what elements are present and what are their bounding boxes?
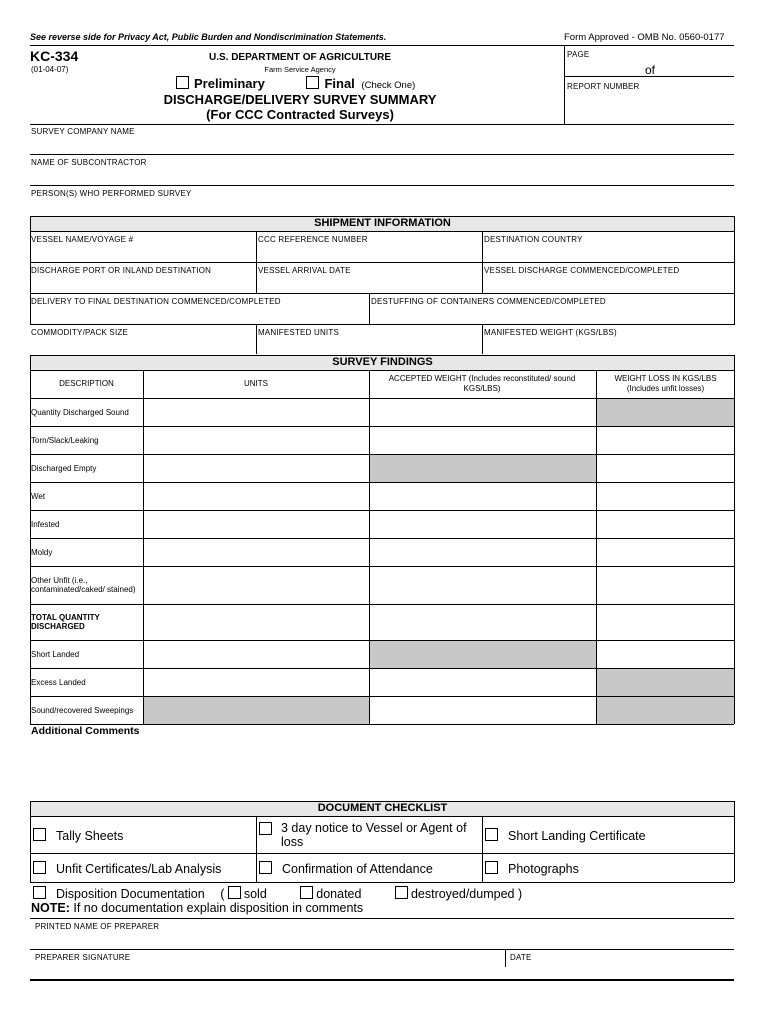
- findings-input-cell[interactable]: [370, 697, 595, 723]
- sold-label: sold: [243, 887, 267, 901]
- form-subtitle: (For CCC Contracted Surveys): [206, 107, 394, 122]
- findings-input-cell[interactable]: [370, 483, 595, 509]
- donated-label: donated: [316, 887, 362, 901]
- photographs-label: Photographs: [508, 862, 579, 876]
- disposition-paren: (: [220, 887, 225, 901]
- dest-country-label: DESTINATION COUNTRY: [484, 235, 583, 244]
- findings-input-cell[interactable]: [597, 669, 733, 695]
- subcontractor-label: NAME OF SUBCONTRACTOR: [31, 158, 147, 167]
- findings-row-label: Wet: [31, 491, 46, 501]
- findings-input-cell[interactable]: [144, 697, 368, 723]
- destuffing-label: DESTUFFING OF CONTAINERS COMMENCED/COMPLETED: [371, 297, 606, 306]
- disposition-checkbox[interactable]: [33, 886, 46, 899]
- findings-input-cell[interactable]: [597, 539, 733, 565]
- findings-row-label: Other Unfit (i.e., contaminated/caked/ stained): [31, 576, 136, 594]
- disposition-label: Disposition Documentation: [56, 887, 205, 901]
- report-number-label: REPORT NUMBER: [567, 82, 640, 91]
- persons-label: PERSON(S) WHO PERFORMED SURVEY: [31, 189, 192, 198]
- checklist-item-photographs: [485, 861, 579, 876]
- findings-row-label: Short Landed: [31, 649, 80, 659]
- findings-input-cell[interactable]: [370, 605, 595, 639]
- findings-input-cell[interactable]: [370, 539, 595, 565]
- checklist-item-tally: [33, 828, 123, 843]
- check-one-label: (Check One): [361, 80, 416, 91]
- checklist-item-short-landing: [485, 828, 646, 843]
- findings-row-label: Quantity Discharged Sound: [31, 407, 129, 417]
- findings-input-cell[interactable]: [370, 567, 595, 603]
- grid-col-line: [734, 370, 735, 724]
- signature-label: PREPARER SIGNATURE: [35, 953, 131, 962]
- findings-input-cell[interactable]: [144, 399, 368, 425]
- preliminary-checkbox[interactable]: [176, 76, 189, 89]
- delivery-final-label: DELIVERY TO FINAL DESTINATION COMMENCED/COMPLETED: [31, 297, 281, 306]
- findings-input-cell[interactable]: [144, 539, 368, 565]
- rule: [505, 949, 506, 967]
- findings-input-cell[interactable]: [144, 455, 368, 481]
- final-checkbox[interactable]: [306, 76, 319, 89]
- rule: [30, 816, 31, 882]
- additional-comments-label: Additional Comments: [31, 725, 140, 737]
- findings-input-cell[interactable]: [370, 511, 595, 537]
- rule: [30, 324, 734, 325]
- unfit-certs-label: Unfit Certificates/Lab Analysis: [56, 862, 222, 876]
- destroyed-label: destroyed/dumped ): [410, 887, 523, 901]
- note-text: If no documentation explain disposition in comments: [73, 901, 364, 915]
- short-landing-checkbox[interactable]: [485, 828, 498, 841]
- manifested-weight-label: MANIFESTED WEIGHT (KGS/LBS): [484, 328, 617, 337]
- shipment-title: SHIPMENT INFORMATION: [314, 217, 451, 229]
- rule: [482, 231, 483, 293]
- destroyed-checkbox[interactable]: [395, 886, 408, 899]
- form-date: (01-04-07): [31, 65, 69, 74]
- findings-row-label: TOTAL QUANTITY DISCHARGED: [31, 613, 100, 631]
- findings-row-label: Excess Landed: [31, 677, 86, 687]
- rule: [30, 293, 734, 294]
- checklist-item-3day: [259, 821, 479, 849]
- rule: [482, 816, 483, 882]
- rule: [369, 293, 370, 324]
- header-bottom-rule: [30, 124, 734, 125]
- footer-rule: [30, 979, 734, 981]
- sub-agency-name: Farm Service Agency: [264, 65, 336, 74]
- commodity-label: COMMODITY/PACK SIZE: [31, 328, 128, 337]
- findings-input-cell[interactable]: [597, 483, 733, 509]
- disposition-note: [31, 901, 363, 915]
- page-box-left: [564, 45, 565, 124]
- findings-input-cell[interactable]: [144, 641, 368, 667]
- findings-input-cell[interactable]: [597, 605, 733, 639]
- final-label: Final: [324, 76, 355, 91]
- ccc-ref-label: CCC REFERENCE NUMBER: [258, 235, 368, 244]
- manifested-units-label: MANIFESTED UNITS: [258, 328, 339, 337]
- notice-3day-checkbox[interactable]: [259, 822, 272, 835]
- notice-3day-label: 3 day notice to Vessel or Agent of loss: [281, 821, 467, 849]
- findings-input-cell[interactable]: [370, 455, 595, 481]
- date-label: DATE: [510, 953, 532, 962]
- confirmation-checkbox[interactable]: [259, 861, 272, 874]
- findings-input-cell[interactable]: [597, 399, 733, 425]
- short-landing-label: Short Landing Certificate: [508, 829, 646, 843]
- findings-input-cell[interactable]: [144, 567, 368, 603]
- findings-input-cell[interactable]: [144, 483, 368, 509]
- findings-title: SURVEY FINDINGS: [332, 356, 433, 368]
- note-bold: NOTE:: [31, 901, 70, 915]
- rule: [30, 949, 734, 950]
- checklist-title: DOCUMENT CHECKLIST: [317, 802, 448, 814]
- discharge-commenced-label: VESSEL DISCHARGE COMMENCED/COMPLETED: [484, 266, 680, 275]
- rule: [30, 882, 734, 883]
- findings-row-label: Sound/recovered Sweepings: [31, 705, 134, 715]
- checklist-item-unfit: [33, 861, 221, 876]
- findings-row-label: Moldy: [31, 547, 53, 557]
- grid-row-line: [30, 370, 734, 371]
- rule: [256, 231, 257, 293]
- photographs-checkbox[interactable]: [485, 861, 498, 874]
- findings-row-label: Torn/Slack/Leaking: [31, 435, 99, 445]
- rule: [30, 918, 734, 919]
- col-loss: WEIGHT LOSS IN KGS/LBS (Includes unfit losses): [614, 374, 717, 393]
- form-title: DISCHARGE/DELIVERY SURVEY SUMMARY: [163, 92, 437, 107]
- donated-checkbox[interactable]: [300, 886, 313, 899]
- preliminary-label: Preliminary: [194, 76, 265, 91]
- findings-input-cell[interactable]: [144, 427, 368, 453]
- col-accepted: ACCEPTED WEIGHT (Includes reconstituted/ sound KGS/LBS): [388, 374, 576, 393]
- rule: [256, 816, 257, 882]
- findings-row-label: Infested: [31, 519, 60, 529]
- rule: [30, 185, 734, 186]
- tally-label: Tally Sheets: [56, 829, 124, 843]
- findings-row-label: Discharged Empty: [31, 463, 97, 473]
- sold-checkbox[interactable]: [228, 886, 241, 899]
- findings-input-cell[interactable]: [370, 669, 595, 695]
- findings-input-cell[interactable]: [597, 641, 733, 667]
- printed-name-label: PRINTED NAME OF PREPARER: [35, 922, 160, 931]
- rule: [734, 816, 735, 882]
- confirmation-label: Confirmation of Attendance: [282, 862, 433, 876]
- report-type-row: [176, 76, 415, 91]
- findings-input-cell[interactable]: [370, 399, 595, 425]
- form-number: KC-334: [30, 48, 79, 64]
- col-description: DESCRIPTION: [59, 379, 114, 388]
- tally-checkbox[interactable]: [33, 828, 46, 841]
- findings-input-cell[interactable]: [597, 427, 733, 453]
- privacy-notice: See reverse side for Privacy Act, Public Burden and Nondiscrimination Statements.: [30, 32, 387, 42]
- rule: [30, 853, 734, 854]
- rule: [256, 324, 257, 354]
- rule: [30, 262, 734, 263]
- findings-input-cell[interactable]: [597, 511, 733, 537]
- rule: [482, 324, 483, 354]
- page-of: of: [645, 63, 656, 77]
- checklist-item-confirmation: [259, 861, 433, 876]
- findings-input-cell[interactable]: [597, 697, 733, 723]
- survey-company-label: SURVEY COMPANY NAME: [31, 127, 135, 136]
- findings-input-cell[interactable]: [144, 605, 368, 639]
- rule: [30, 154, 734, 155]
- page-label: PAGE: [567, 50, 590, 59]
- vessel-name-label: VESSEL NAME/VOYAGE #: [31, 235, 134, 244]
- findings-input-cell[interactable]: [597, 455, 733, 481]
- discharge-port-label: DISCHARGE PORT OR INLAND DESTINATION: [31, 266, 212, 275]
- findings-input-cell[interactable]: [144, 669, 368, 695]
- findings-input-cell[interactable]: [144, 511, 368, 537]
- checklist-item-disposition: [33, 886, 522, 901]
- unfit-certs-checkbox[interactable]: [33, 861, 46, 874]
- page-box-divider: [564, 76, 734, 77]
- arrival-date-label: VESSEL ARRIVAL DATE: [258, 266, 351, 275]
- findings-input-cell[interactable]: [370, 427, 595, 453]
- findings-input-cell[interactable]: [370, 641, 595, 667]
- header-top-rule: [30, 45, 734, 46]
- col-units: UNITS: [244, 379, 268, 388]
- agency-name: U.S. DEPARTMENT OF AGRICULTURE: [208, 52, 392, 63]
- findings-input-cell[interactable]: [597, 567, 733, 603]
- omb-number: Form Approved - OMB No. 0560-0177: [564, 32, 725, 43]
